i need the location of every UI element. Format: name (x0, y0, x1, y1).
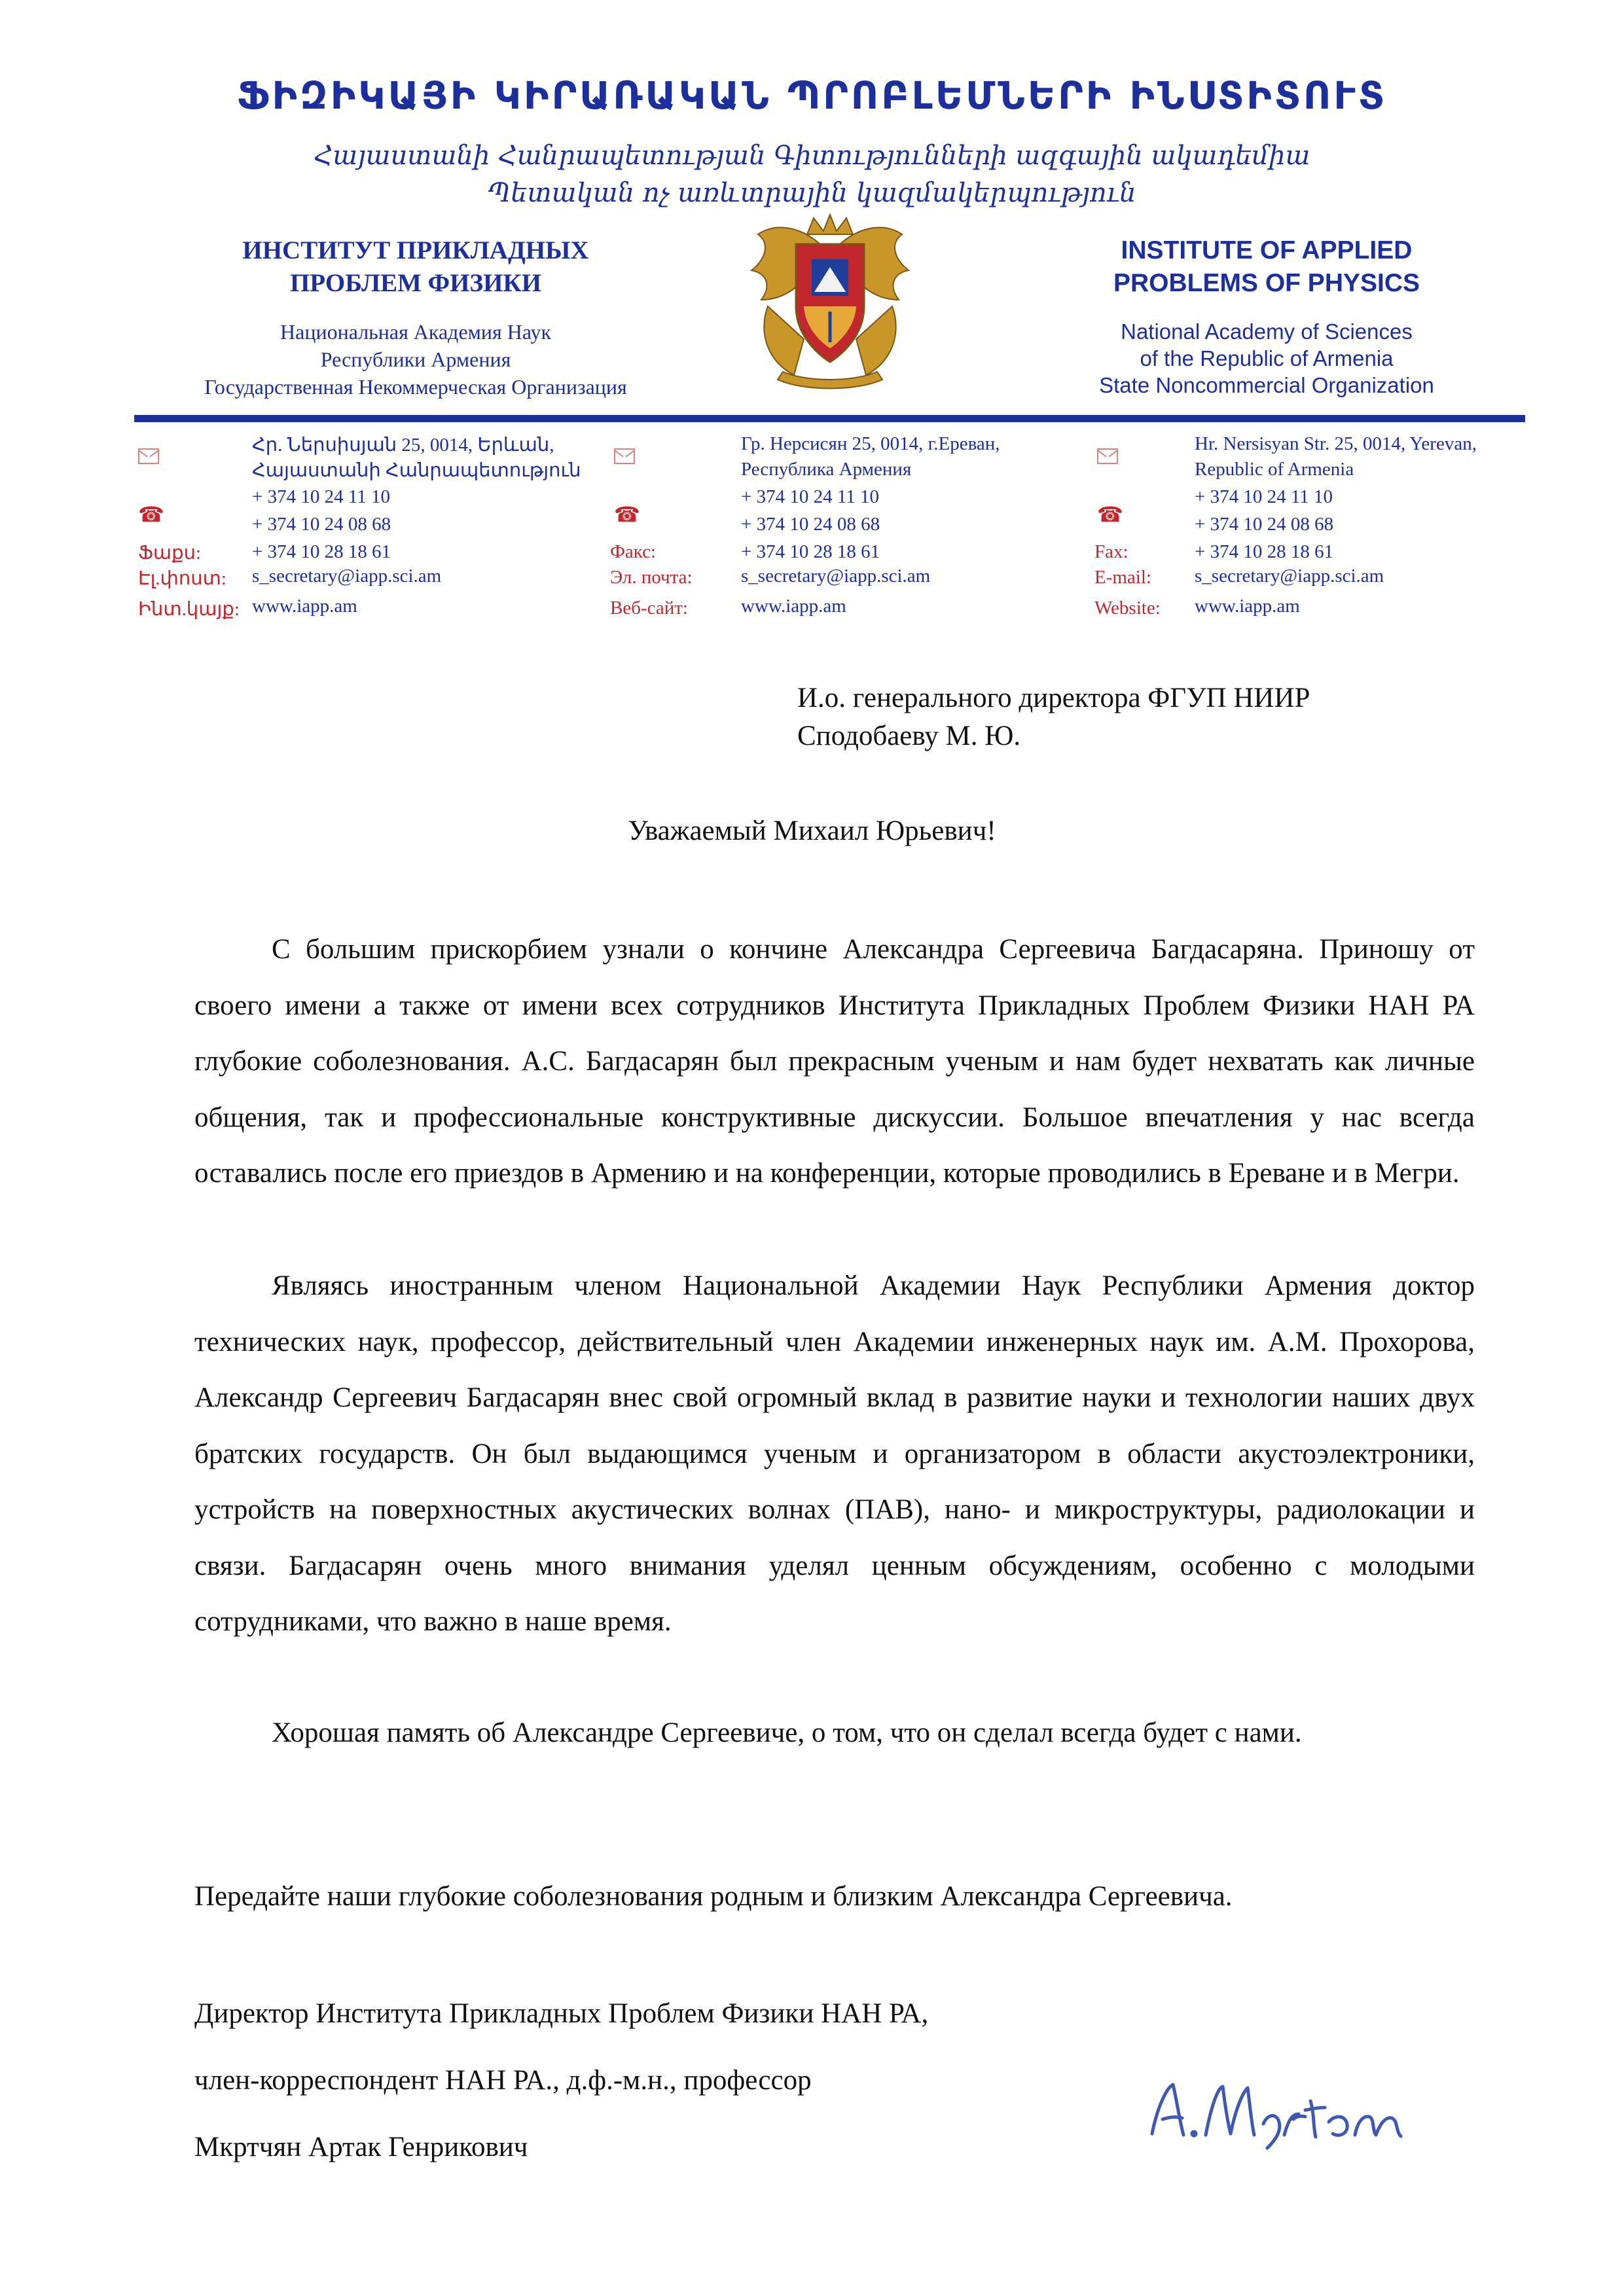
phone-2-en: + 374 10 24 08 68 (1195, 514, 1334, 535)
envelope-icon (1097, 448, 1118, 464)
subtitle-armenian-academy: Հայաստանի Հանրապետության Գիտությունների ազգային ակադեմիա (314, 141, 1310, 171)
address-line-2-am: Հայաստանի Հանրապետություն (252, 460, 581, 481)
address-line-1-en: Hr. Nersisyan Str. 25, 0014, Yerevan, (1195, 433, 1477, 454)
contact-column-armenian (134, 432, 592, 641)
email-label-am: Էլ.փոստ: (138, 568, 226, 589)
signatory-position: Директор Института Прикладных Проблем Физики НАН РА, (194, 1998, 929, 2029)
email-address-ru[interactable]: s_secretary@iapp.sci.am (741, 565, 931, 586)
org-type-ru: Государственная Некоммерческая Организация (204, 375, 627, 399)
fax-number-ru: + 374 10 28 18 61 (741, 541, 880, 562)
body-paragraph-1: С большим прискорбием узнали о кончине Александра Сергеевича Багдасаряна. Приношу от своего имени а также от имени всех сотрудников Института Прикладных Проблем Физики НАН РА глубокие соболезнования. А.С. Багдасарян был прекрасным ученым и нам будет нехватать как личные общения, так и профессиональные конструктивные дискуссии. Большое впечатления у нас всегда оставались после его приездов в Армению и на конференции, которые проводились в Ереване и в Мегри. (194, 934, 1475, 1189)
website-label-ru: Веб-сайт: (610, 598, 688, 619)
body-paragraph-2: Являясь иностранным членом Национальной Академии Наук Республики Армения доктор технических наук, профессор, действительный член Академии инженерных наук им. А.М. Прохорова, Александр Сергеевич Багдасарян внес свой огромный вклад в развитие науки и технологии наших двух братских государств. Он был выдающимся ученым и организатором в области акустоэлектроники, устройств на поверхностных акустических волнах (ПАВ), нано- и микроструктуры, радиолокации и связи. Багдасарян очень много внимания уделял ценным обсуждениям, особенно с молодыми сотрудниками, что важно в наше время. (194, 1270, 1475, 1637)
website-label-am: Ինտ.կայք: (138, 599, 240, 620)
body-paragraph-3: Хорошая память об Александре Сергеевиче, о том, что он сделал всегда будет с нами. (272, 1717, 1302, 1748)
phone-1-en: + 374 10 24 11 10 (1195, 486, 1333, 507)
academy-ru-line-2: Республики Армения (320, 348, 511, 371)
contact-column-english (1093, 432, 1551, 641)
fax-number-am: + 374 10 28 18 61 (252, 541, 391, 562)
salutation: Уважаемый Михаил Юрьевич! (628, 816, 996, 846)
signatory-credentials: член-корреспондент НАН РА., д.ф.-м.н., профессор (194, 2065, 812, 2096)
academy-en-line-2: of the Republic of Armenia (1140, 346, 1394, 370)
email-address-am[interactable]: s_secretary@iapp.sci.am (252, 565, 442, 586)
subtitle-armenian-org-type: Պետական ոչ առևտրային կազմակերպություն (488, 178, 1136, 208)
website-label-en: Website: (1094, 598, 1161, 619)
header-divider (134, 415, 1525, 422)
fax-label-ru: Факс: (610, 541, 657, 562)
phone-icon: ☎ (614, 503, 640, 526)
address-line-1-am: Հր. Ներսիսյան 25, 0014, Երևան, (252, 435, 554, 456)
phone-1-ru: + 374 10 24 11 10 (741, 486, 880, 507)
closing-sentence: Передайте наши глубокие соболезнования родным и близким Александра Сергеевича. (194, 1881, 1233, 1912)
email-address-en[interactable]: s_secretary@iapp.sci.am (1195, 565, 1384, 586)
website-link-am[interactable]: www.iapp.am (252, 596, 357, 617)
org-type-en: State Noncommercial Organization (1099, 373, 1434, 397)
address-line-1-ru: Гр. Нерсисян 25, 0014, г.Ереван, (741, 433, 1000, 454)
institute-title-armenian: ՖԻԶԻԿԱՅԻ ԿԻՐԱՌԱԿԱՆ ՊՐՈԲԼԵՄՆԵՐԻ ԻՆՍՏԻՏՈՒՏ (236, 73, 1388, 118)
envelope-icon (138, 448, 159, 464)
letterhead-russian-block (151, 234, 681, 401)
addressee-title: И.о. генерального директора ФГУП НИИР (797, 683, 1310, 713)
contact-column-russian (610, 432, 1068, 641)
envelope-icon (614, 448, 635, 464)
website-link-en[interactable]: www.iapp.am (1195, 596, 1300, 617)
handwritten-signature (1139, 2062, 1434, 2153)
address-line-2-ru: Республика Армения (741, 459, 912, 480)
website-link-ru[interactable]: www.iapp.am (741, 596, 846, 617)
academy-ru-line-1: Национальная Академия Наук (280, 320, 551, 344)
phone-icon: ☎ (138, 503, 164, 526)
institute-name-ru-line-1: ИНСТИТУТ ПРИКЛАДНЫХ (242, 236, 589, 264)
academy-en-line-1: National Academy of Sciences (1121, 319, 1413, 344)
phone-2-ru: + 374 10 24 08 68 (741, 514, 880, 535)
address-line-2-en: Republic of Armenia (1195, 459, 1354, 480)
signatory-name: Мкртчян Артак Генрикович (194, 2132, 528, 2162)
email-label-ru: Эл. почта: (610, 567, 693, 588)
institute-name-en-line-2: PROBLEMS OF PHYSICS (1113, 269, 1420, 297)
armenian-coat-of-arms-emblem (732, 208, 928, 398)
phone-icon: ☎ (1097, 503, 1123, 526)
phone-2-am: + 374 10 24 08 68 (252, 514, 391, 535)
letterhead-english-block (1044, 234, 1489, 399)
fax-label-am: Ֆաքս: (138, 543, 202, 564)
addressee-name: Сподобаеву М. Ю. (797, 721, 1021, 751)
institute-name-ru-line-2: ПРОБЛЕМ ФИЗИКИ (289, 269, 542, 297)
institute-name-en-line-1: INSTITUTE OF APPLIED (1121, 236, 1413, 264)
fax-label-en: Fax: (1094, 541, 1128, 562)
phone-1-am: + 374 10 24 11 10 (252, 486, 391, 507)
fax-number-en: + 374 10 28 18 61 (1195, 541, 1334, 562)
email-label-en: E-mail: (1094, 567, 1151, 588)
